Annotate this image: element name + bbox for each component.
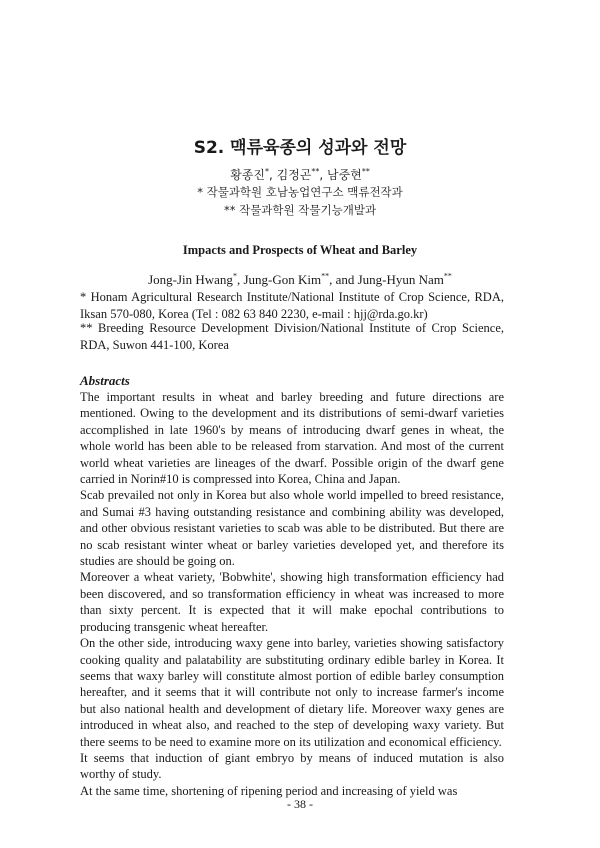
korean-authors xyxy=(0,166,600,183)
english-author-3: Jung-Hyun Nam xyxy=(357,272,444,287)
author-separator: , xyxy=(236,272,244,287)
english-author-3-mark: ** xyxy=(443,271,452,281)
korean-author-2-mark: ** xyxy=(311,167,320,176)
abstract-paragraph: It seems that induction of giant embryo by means of induced mutation is also worthy of study. xyxy=(80,750,504,782)
korean-author-3-mark: ** xyxy=(361,167,370,176)
abstract-body xyxy=(80,389,504,799)
english-author-2: Jung-Gon Kim xyxy=(243,272,322,287)
english-affiliation-1: * Honam Agricultural Research Institute/National Institute of Crop Science, RDA, Iksan 570-080, Korea (Tel : 082 63 840 2230, e-mail : hjj@rda.go.kr) xyxy=(80,290,504,321)
english-title: Impacts and Prospects of Wheat and Barley xyxy=(182,243,418,257)
author-separator: , xyxy=(319,168,328,182)
english-authors xyxy=(0,272,600,288)
korean-author-2: 김정곤 xyxy=(276,168,312,182)
korean-affiliation-2: ** 작물과학원 작물기능개발과 xyxy=(223,203,377,217)
abstract-paragraph: Moreover a wheat variety, 'Bobwhite', showing high transformation efficiency had been discovered, and so transformation efficiency in wheat was increased to more than sixty percent. It is expected that it will make epochal contributions to producing transgenic wheat hereafter. xyxy=(80,570,504,634)
korean-affiliation-1: * 작물과학원 호남농업연구소 맥류전작과 xyxy=(197,185,403,199)
english-author-1: Jong-Jin Hwang xyxy=(148,272,233,287)
author-separator: , xyxy=(268,168,277,182)
abstract-paragraph: The important results in wheat and barley breeding and future directions are mentioned. Owing to the development and its distributions of semi-dwarf varieties accomplished in late 1960's by means of introducing dwarf genes in wheat, the whole world has been able to be released from starvation. And most of the current world wheat varieties are lineages of the dwarf. Possible origin of the dwarf gene carried in Norin#10 is compressed into Korea, China and Japan. xyxy=(80,390,504,487)
abstract-heading: Abstracts xyxy=(80,373,130,388)
author-separator: , and xyxy=(329,272,358,287)
abstract-paragraph: On the other side, introducing waxy gene into barley, varieties showing satisfactory cooking quality and palatability are substituting ordinary edible barley in Korea. It seems that waxy barley will constitute almost portion of edible barley consumption hereafter, and it seems that it will contribute not only to increase farmer's income but also national health and development of dietary life. Moreover waxy genes are introduced in wheat also, and reached to the step of developing waxy variety. But there seems to be need to examine more on its utilization and economical efficiency. xyxy=(80,636,504,749)
korean-author-3: 남중현 xyxy=(327,168,362,182)
korean-author-1: 황종진 xyxy=(230,168,265,182)
abstract-paragraph: Scab prevailed not only in Korea but also whole world impelled to breed resistance, and Sumai #3 having outstanding resistance and combining ability was developed, and other obvious resistant varieties to scab was able to be distributed. But there are no scab resistant winter wheat or barley varieties developed yet, and therefore its studies are should be going on. xyxy=(80,488,504,569)
page-number: - 38 - xyxy=(287,797,313,811)
english-author-1-mark: * xyxy=(232,271,237,281)
english-author-2-mark: ** xyxy=(321,271,330,281)
korean-title: S2. 맥류육종의 성과와 전망 xyxy=(193,138,407,158)
abstract-paragraph: At the same time, shortening of ripening period and increasing of yield was xyxy=(80,783,458,798)
english-affiliation-2: ** Breeding Resource Development Division/National Institute of Crop Science, RDA, Suwon 441-100, Korea xyxy=(80,321,504,352)
korean-author-1-mark: * xyxy=(264,167,269,176)
